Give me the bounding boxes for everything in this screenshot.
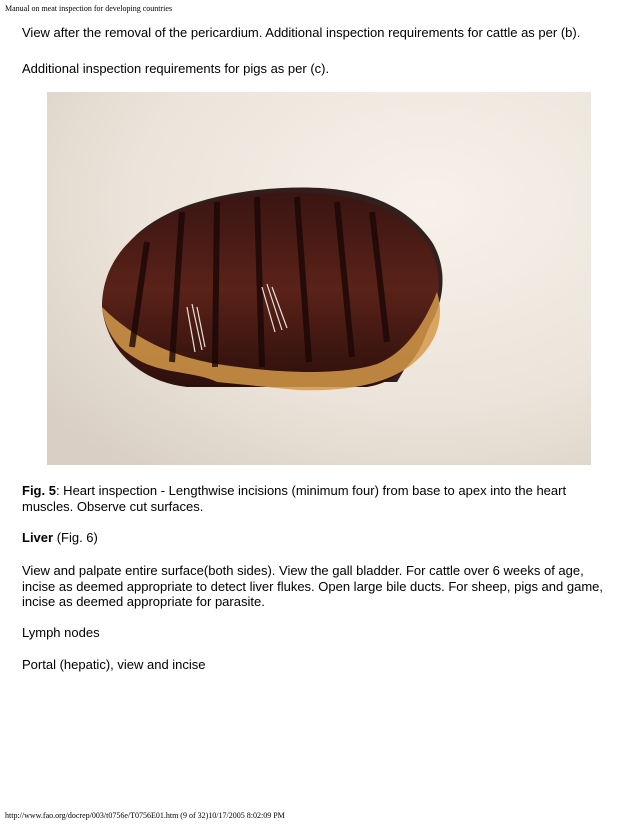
figure-caption <box>22 483 612 514</box>
heart-cross-section-photo <box>47 92 591 465</box>
running-header: Manual on meat inspection for developing countries <box>5 4 173 13</box>
portal-paragraph: Portal (hepatic), view and incise <box>22 657 206 672</box>
liver-figure-ref: (Fig. 6) <box>53 530 98 545</box>
liver-heading <box>22 530 612 546</box>
lymph-nodes-label: Lymph nodes <box>22 625 100 640</box>
pigs-requirements-paragraph: Additional inspection requirements for pigs as per (c). <box>22 61 330 76</box>
figure-caption-text: : Heart inspection - Lengthwise incisions (minimum four) from base to apex into the heart muscles. Observe cut surfaces. <box>22 483 567 514</box>
liver-paragraph: View and palpate entire surface(both sides). View the gall bladder. For cattle over 6 weeks of age, incise as deemed appropriate to detect liver flukes. Open large bile ducts. For sheep, pigs and game, incise as deemed appropriate for parasite. <box>22 563 603 609</box>
footer-url: http://www.fao.org/docrep/003/t0756e/T0756E01.htm (9 of 32)10/17/2005 8:02:09 PM <box>5 811 285 820</box>
pericardium-paragraph: View after the removal of the pericardium. Additional inspection requirements for cattle as per (b). <box>22 25 581 40</box>
figure-label: Fig. 5 <box>22 483 56 498</box>
liver-heading-bold: Liver <box>22 530 54 545</box>
